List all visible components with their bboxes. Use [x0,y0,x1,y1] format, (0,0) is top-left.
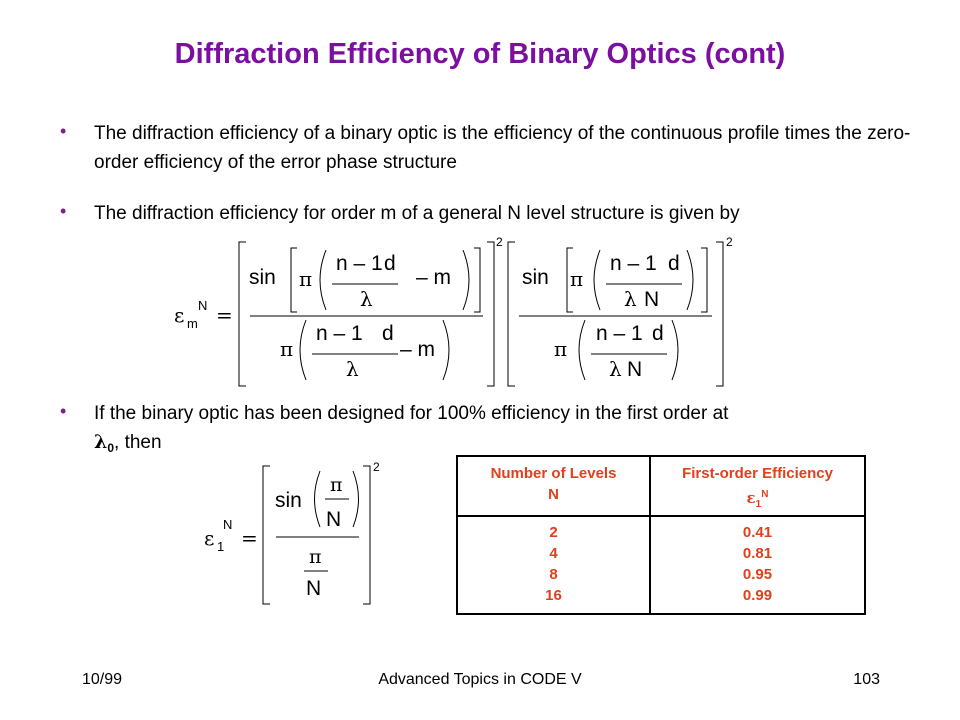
equals-sign: = [241,526,258,550]
right-paren [687,250,693,310]
left-bracket [239,242,246,386]
bullet-marker: • [60,121,67,141]
lambda-symbol: λ [94,431,108,453]
level-value: 2 [549,524,558,541]
subscript-one: 1 [217,539,225,554]
exponent-two: 2 [726,235,733,249]
left-paren [315,471,321,527]
pi-symbol: π [570,267,584,291]
right-bracket [474,248,480,312]
n-variable: N [306,577,322,600]
exponent-two: 2 [373,460,380,474]
footer-title: Advanced Topics in CODE V [378,671,582,688]
n-variable: N [644,288,660,311]
lambda-subscript: 0 [107,441,115,455]
n-variable: N [627,358,643,381]
left-paren [579,320,585,380]
pi-symbol: π [309,546,322,568]
efficiency-value: 0.81 [742,545,773,562]
pi-symbol: π [280,337,294,361]
lambda-symbol: λ [609,357,622,381]
left-bracket [263,466,270,604]
slide-title: Diffraction Efficiency of Binary Optics (cont) [174,38,786,70]
level-value: 4 [549,545,558,562]
left-paren [320,250,326,310]
efficiency-cell [650,516,865,614]
header-efficiency-label: First-order Efficiency [682,465,833,482]
efficiency-value: 0.95 [742,566,773,583]
table-header-row [457,456,865,516]
left-paren [300,320,306,380]
bullet-marker: • [60,201,67,221]
d-variable: d [668,252,680,275]
d-variable: d [382,322,394,345]
superscript-n: N [223,517,233,532]
pi-symbol: π [330,474,343,496]
sin-function: sin [275,489,302,512]
right-bracket [701,248,707,312]
bullet-text-3 [94,399,914,463]
bullet-text-1: The diffraction efficiency of a binary optic is the efficiency of the continuous profile times the zero-order efficiency of the error phase structure [94,123,911,173]
pi-symbol: π [299,267,313,291]
lambda-symbol: λ [360,287,373,311]
epsilon-symbol: ε [174,303,185,327]
n-minus-one: n – 1 [596,322,643,345]
pi-symbol: π [554,337,568,361]
subscript-m: m [187,316,198,331]
efficiency-equation-general [160,232,780,392]
header-levels-symbol: N [548,486,559,503]
page-number: 103 [853,671,880,688]
header-efficiency [650,456,865,516]
superscript-n: N [761,489,769,500]
epsilon-symbol: ε [746,489,756,507]
right-paren [463,250,469,310]
n-variable: N [326,508,342,531]
right-bracket [363,466,370,604]
lambda-symbol: λ [624,287,637,311]
bullet-text-3-end: , then [114,432,162,453]
bullet-text-3-main: If the binary optic has been designed for 100% efficiency in the first order at [94,403,729,424]
right-paren [672,320,678,380]
header-levels-label: Number of Levels [490,465,617,482]
right-bracket [716,242,723,386]
subscript-one: 1 [755,499,762,510]
efficiency-value: 0.41 [742,524,773,541]
right-paren [443,320,449,380]
table-row [457,516,865,614]
efficiency-table [456,455,866,615]
bullet-marker: • [60,401,67,421]
left-bracket [291,248,297,312]
minus-m: – m [416,266,452,289]
level-value: 8 [549,566,558,583]
n-minus-one: n – 1 [336,252,383,275]
sin-function: sin [249,266,276,289]
bullet-text-2: The diffraction efficiency for order m of a general N level structure is given by [94,203,740,224]
efficiency-value: 0.99 [742,587,773,604]
exponent-two: 2 [496,235,503,249]
d-variable: d [384,252,396,275]
right-paren [353,471,359,527]
right-bracket [487,242,494,386]
sin-function: sin [522,266,549,289]
n-minus-one: n – 1 [610,252,657,275]
footer-date: 10/99 [82,671,123,688]
epsilon-symbol: ε [204,526,215,550]
header-efficiency-symbol [651,484,864,515]
minus-m: – m [400,338,436,361]
equals-sign: = [216,303,233,327]
superscript-n: N [198,298,208,313]
level-value: 16 [545,587,562,604]
d-variable: d [652,322,664,345]
left-bracket [508,242,515,386]
header-levels [457,456,650,516]
levels-cell [457,516,650,614]
left-paren [594,250,600,310]
lambda-symbol: λ [346,357,359,381]
n-minus-one: n – 1 [316,322,363,345]
efficiency-equation-first-order [200,455,400,610]
